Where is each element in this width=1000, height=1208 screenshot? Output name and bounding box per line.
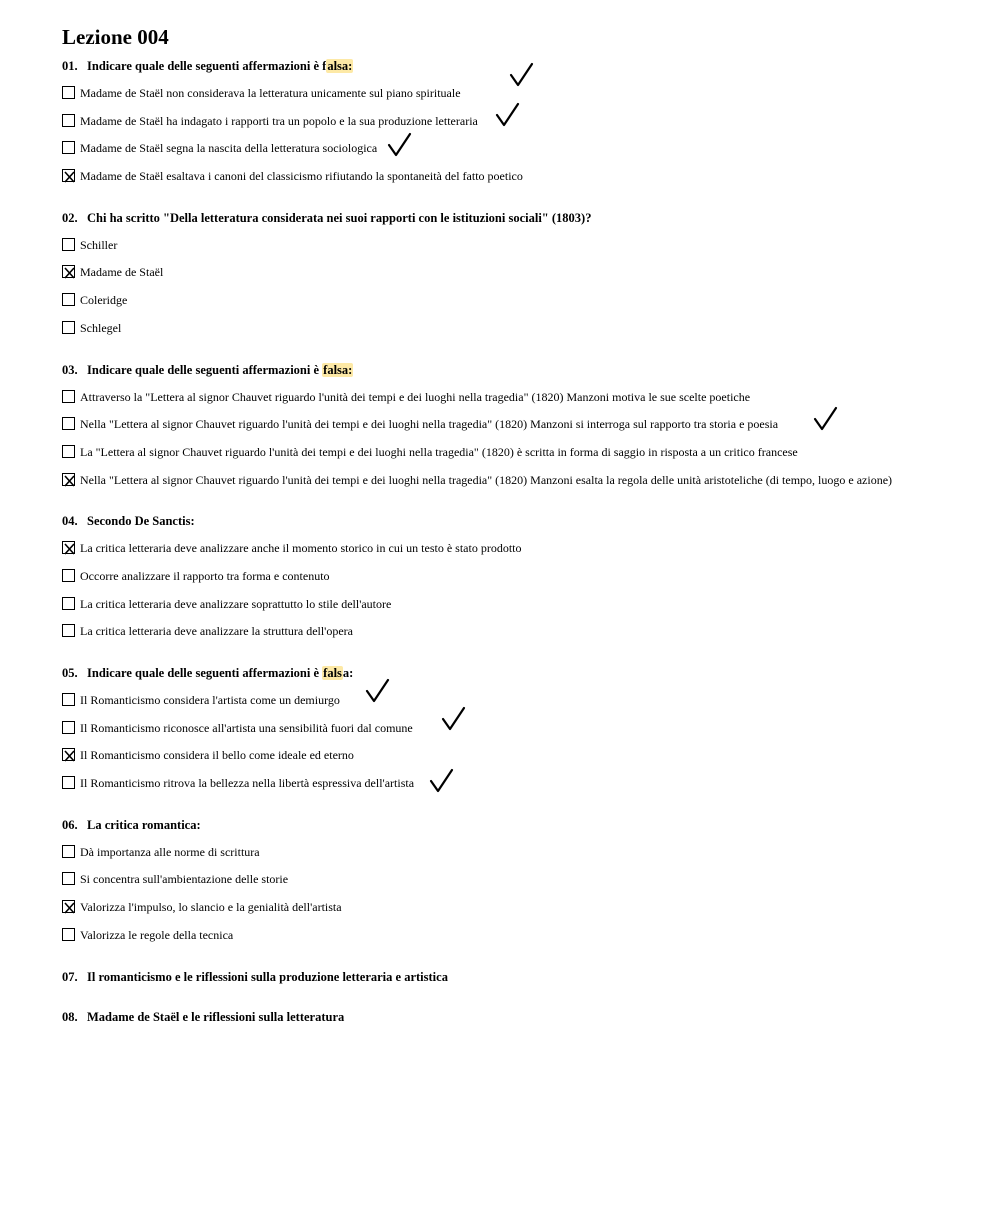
answer-option-label: Madame de Staël esaltava i canoni del classicismo rifiutando la spontaneità del fatto poetico <box>80 169 523 184</box>
answer-option-label: Il Romanticismo ritrova la bellezza nella libertà espressiva dell'artista <box>80 776 415 791</box>
answer-option-label: Madame de Staël <box>80 265 164 280</box>
question-text: Indicare quale delle seguenti affermazioni è <box>87 666 323 680</box>
checkbox[interactable] <box>62 417 75 430</box>
answer-option-label: Nella "Lettera al signor Chauvet riguardo l'unità dei tempi e dei luoghi nella tragedia" (1820) Manzoni esalta la regola delle unità aristoteliche (di tempo, luogo e azione) <box>80 472 893 487</box>
question-spacer <box>62 803 982 817</box>
answer-option-label: Si concentra sull'ambientazione delle storie <box>80 872 289 887</box>
question-spacer <box>62 996 982 1009</box>
question-text: Madame de Staël e le riflessioni sulla letteratura <box>87 1009 345 1024</box>
answer-option <box>62 623 982 639</box>
answer-option <box>62 320 982 336</box>
question-spacer <box>62 1036 982 1049</box>
question-spacer <box>62 196 982 210</box>
handwritten-check-icon <box>440 706 466 732</box>
answer-option-label: Il Romanticismo riconosce all'artista una sensibilità fuori dal comune <box>80 720 413 735</box>
checkbox[interactable] <box>62 238 75 251</box>
answer-option <box>62 472 982 488</box>
answer-option <box>62 692 982 708</box>
question-7 <box>62 969 982 1009</box>
question-text: Chi ha scritto "Della letteratura considerata nei suoi rapporti con le istituzioni sociali" (1803)? <box>87 210 592 225</box>
question-spacer <box>62 955 982 969</box>
checkbox[interactable] <box>62 845 75 858</box>
checkbox[interactable] <box>62 597 75 610</box>
answer-option <box>62 899 982 915</box>
answer-option-label: La critica letteraria deve analizzare anche il momento storico in cui un testo è stato prodotto <box>80 541 522 556</box>
question-4 <box>62 513 982 665</box>
highlighted-text: alsa: <box>327 59 353 73</box>
answer-option-label: Madame de Staël ha indagato i rapporti tra un popolo e la sua produzione letteraria <box>80 113 478 128</box>
x-mark-icon <box>64 267 75 279</box>
question-text: Indicare quale delle seguenti affermazioni è <box>87 362 323 377</box>
answer-option <box>62 871 982 887</box>
handwritten-check-icon <box>386 132 412 158</box>
question-title <box>62 817 982 833</box>
page-title: Lezione 004 <box>62 25 169 49</box>
answer-option-label: Coleridge <box>80 293 128 308</box>
answer-option <box>62 444 982 460</box>
question-3 <box>62 362 982 514</box>
handwritten-check-icon <box>508 62 534 88</box>
question-text: La critica romantica: <box>87 817 201 832</box>
question-title <box>62 1009 982 1025</box>
question-6 <box>62 817 982 969</box>
checkbox[interactable] <box>62 928 75 941</box>
question-text: Il romanticismo e le riflessioni sulla produzione letteraria e artistica <box>87 969 448 984</box>
answer-option <box>62 140 982 156</box>
answer-option <box>62 775 982 791</box>
answer-option <box>62 844 982 860</box>
question-title <box>62 210 982 226</box>
answer-option-label: Il Romanticismo considera l'artista come un demiurgo <box>80 693 340 707</box>
question-title <box>62 665 982 681</box>
answer-option <box>62 416 982 432</box>
question-title <box>62 513 982 529</box>
answer-option-label: Valorizza le regole della tecnica <box>80 927 234 942</box>
checkbox-checked[interactable] <box>62 748 75 761</box>
answer-option-label: Valorizza l'impulso, lo slancio e la genialità dell'artista <box>80 900 342 915</box>
answer-option-label: Schlegel <box>80 320 122 335</box>
checkbox[interactable] <box>62 321 75 334</box>
question-number: 06. <box>62 817 78 832</box>
question-number: 02. <box>62 210 78 225</box>
handwritten-check-icon <box>494 102 520 128</box>
document <box>62 22 982 1049</box>
handwritten-check-icon <box>364 678 390 704</box>
answer-option-label: Il Romanticismo considera il bello come ideale ed eterno <box>80 748 354 763</box>
answer-option <box>62 596 982 612</box>
question-5 <box>62 665 982 817</box>
question-8 <box>62 1009 982 1049</box>
question-text-after: a: <box>342 666 354 680</box>
checkbox[interactable] <box>62 624 75 637</box>
question-list <box>62 58 982 1049</box>
answer-option-label: Madame de Staël segna la nascita della letteratura sociologica <box>80 141 378 156</box>
checkbox[interactable] <box>62 390 75 403</box>
answer-option-label: Dà importanza alle norme di scrittura <box>80 844 260 859</box>
answer-option <box>62 389 982 405</box>
question-text: Secondo De Sanctis: <box>87 514 195 529</box>
question-2 <box>62 210 982 362</box>
x-mark-icon <box>64 543 75 555</box>
checkbox-checked[interactable] <box>62 900 75 913</box>
question-spacer <box>62 651 982 665</box>
answer-option <box>62 292 982 308</box>
checkbox-checked[interactable] <box>62 169 75 182</box>
checkbox[interactable] <box>62 569 75 582</box>
question-title <box>62 362 982 378</box>
question-text: Indicare quale delle seguenti affermazioni è f <box>87 59 327 73</box>
checkbox[interactable] <box>62 114 75 127</box>
x-mark-icon <box>64 171 75 183</box>
answer-option <box>62 747 982 763</box>
answer-option-label: Attraverso la "Lettera al signor Chauvet riguardo l'unità dei tempi e dei luoghi nella tragedia" (1820) Manzoni motiva le sue scelte poetiche <box>80 389 751 404</box>
answer-option <box>62 540 982 556</box>
answer-option-label: Madame de Staël non considerava la letteratura unicamente sul piano spirituale <box>80 86 461 100</box>
answer-option <box>62 113 982 129</box>
checkbox[interactable] <box>62 872 75 885</box>
checkbox[interactable] <box>62 693 75 706</box>
question-title <box>62 969 982 985</box>
question-number: 05. <box>62 666 78 680</box>
answer-option <box>62 927 982 943</box>
question-number: 03. <box>62 362 78 377</box>
highlighted-text: fals <box>323 666 342 680</box>
checkbox[interactable] <box>62 721 75 734</box>
question-number: 01. <box>62 59 78 73</box>
highlighted-text: falsa: <box>323 362 353 377</box>
answer-option-label: La critica letteraria deve analizzare soprattutto lo stile dell'autore <box>80 596 392 611</box>
question-spacer <box>62 348 982 362</box>
x-mark-icon <box>64 750 75 762</box>
handwritten-check-icon <box>428 768 454 794</box>
checkbox[interactable] <box>62 293 75 306</box>
answer-option <box>62 237 982 253</box>
answer-option-label: La "Lettera al signor Chauvet riguardo l'unità dei tempi e dei luoghi nella tragedia" (1820) è scritta in forma di saggio in risposta a un critico francese <box>80 444 798 459</box>
question-number: 07. <box>62 969 78 984</box>
answer-option-label: Occorre analizzare il rapporto tra forma e contenuto <box>80 568 330 583</box>
answer-option <box>62 720 982 736</box>
answer-option <box>62 568 982 584</box>
checkbox-checked[interactable] <box>62 541 75 554</box>
question-spacer <box>62 499 982 513</box>
answer-option <box>62 168 982 184</box>
checkbox[interactable] <box>62 776 75 789</box>
answer-option-label: Nella "Lettera al signor Chauvet riguardo l'unità dei tempi e dei luoghi nella tragedia" (1820) Manzoni si interroga sul rapporto tra storia e poesia <box>80 417 779 432</box>
x-mark-icon <box>64 475 75 487</box>
handwritten-check-icon <box>812 406 838 432</box>
answer-option-label: La critica letteraria deve analizzare la struttura dell'opera <box>80 624 353 639</box>
question-number: 04. <box>62 514 78 529</box>
checkbox-checked[interactable] <box>62 265 75 278</box>
x-mark-icon <box>64 902 75 914</box>
checkbox[interactable] <box>62 141 75 154</box>
checkbox[interactable] <box>62 86 75 99</box>
answer-option <box>62 264 982 280</box>
question-number: 08. <box>62 1009 78 1024</box>
checkbox-checked[interactable] <box>62 473 75 486</box>
answer-option-label: Schiller <box>80 237 118 252</box>
checkbox[interactable] <box>62 445 75 458</box>
